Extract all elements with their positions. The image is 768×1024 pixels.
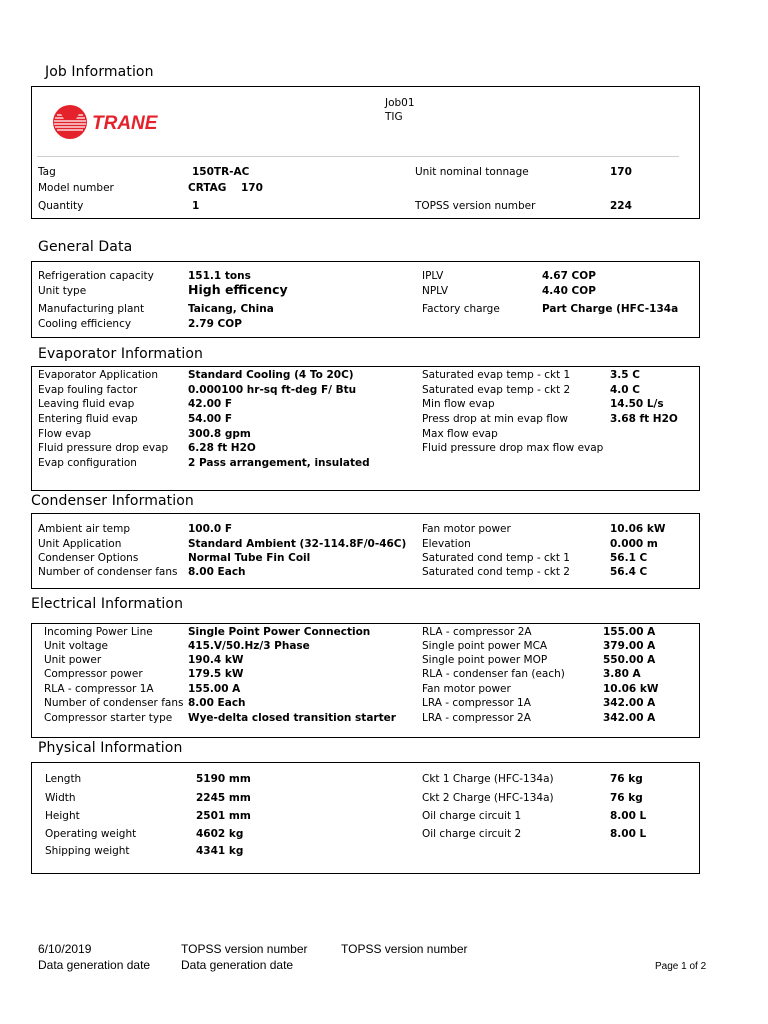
phys-left-value: 5190 mm xyxy=(196,773,251,785)
general-left-value: High efficency xyxy=(188,282,288,297)
phys-left-label: Operating weight xyxy=(45,828,137,840)
general-right-value: Part Charge (HFC-134a xyxy=(542,303,679,315)
elec-left-label: Compressor starter type xyxy=(44,712,173,724)
evap-left-value: 54.00 F xyxy=(188,413,233,425)
trane-logo-icon xyxy=(52,104,176,140)
cond-left-label: Number of condenser fans xyxy=(38,566,178,578)
footer-topss-label-2: TOPSS version number xyxy=(341,942,468,956)
footer-date-label-2: Data generation date xyxy=(181,958,294,972)
phys-left-label: Width xyxy=(45,792,76,804)
elec-right-value: 3.80 A xyxy=(603,668,641,680)
evap-left-value: Standard Cooling (4 To 20C) xyxy=(188,369,354,381)
general-left-value: Taicang, China xyxy=(188,303,274,315)
evap-right-label: Saturated evap temp - ckt 1 xyxy=(422,369,571,381)
elec-right-label: Single point power MCA xyxy=(422,640,548,652)
elec-left-label: Compressor power xyxy=(44,668,143,680)
phys-right-label: Oil charge circuit 2 xyxy=(422,828,522,840)
tonnage-label: Unit nominal tonnage xyxy=(415,166,529,178)
evap-left-label: Evap fouling factor xyxy=(38,384,138,396)
phys-right-label: Oil charge circuit 1 xyxy=(422,810,522,822)
cond-left-value: Normal Tube Fin Coil xyxy=(188,552,311,564)
elec-right-value: 342.00 A xyxy=(603,697,656,709)
elec-left-value: 415.V/50.Hz/3 Phase xyxy=(188,640,310,652)
elec-left-label: Unit power xyxy=(44,654,102,666)
phys-left-value: 2245 mm xyxy=(196,792,251,804)
evap-left-value: 42.00 F xyxy=(188,398,233,410)
evap-left-label: Fluid pressure drop evap xyxy=(38,442,169,454)
general-left-value: 151.1 tons xyxy=(188,270,251,282)
elec-left-label: Number of condenser fans xyxy=(44,697,184,709)
phys-right-label: Ckt 1 Charge (HFC-134a) xyxy=(422,773,554,785)
elec-right-value: 379.00 A xyxy=(603,640,656,652)
evap-left-value: 2 Pass arrangement, insulated xyxy=(188,457,370,469)
evap-right-value: 3.5 C xyxy=(610,369,640,381)
cond-left-label: Condenser Options xyxy=(38,552,139,564)
evap-right-label: Max flow evap xyxy=(422,428,498,440)
model-value: CRTAG xyxy=(188,182,227,194)
phys-right-value: 8.00 L xyxy=(610,810,647,822)
evap-right-label: Fluid pressure drop max flow evap xyxy=(422,442,604,454)
job-divider xyxy=(37,156,679,157)
phys-right-value: 8.00 L xyxy=(610,828,647,840)
cond-right-value: 56.4 C xyxy=(610,566,648,578)
phys-right-label: Ckt 2 Charge (HFC-134a) xyxy=(422,792,554,804)
evap-right-value: 4.0 C xyxy=(610,384,640,396)
job-name: Job01 xyxy=(385,97,415,109)
general-left-label: Cooling efficiency xyxy=(38,318,132,330)
general-left-value: 2.79 COP xyxy=(188,318,242,330)
cond-right-label: Elevation xyxy=(422,538,471,550)
phys-right-value: 76 kg xyxy=(610,773,643,785)
phys-left-value: 4602 kg xyxy=(196,828,244,840)
model-label: Model number xyxy=(38,182,114,194)
elec-right-label: Single point power MOP xyxy=(422,654,548,666)
general-left-label: Manufacturing plant xyxy=(38,303,145,315)
phys-left-label: Height xyxy=(45,810,80,822)
elec-right-value: 342.00 A xyxy=(603,712,656,724)
elec-left-value: 179.5 kW xyxy=(188,668,244,680)
elec-right-label: LRA - compressor 2A xyxy=(422,712,531,724)
general-right-value: 4.40 COP xyxy=(542,285,596,297)
cond-right-label: Saturated cond temp - ckt 1 xyxy=(422,552,570,564)
elec-right-label: RLA - compressor 2A xyxy=(422,626,532,638)
evaporator-title: Evaporator Information xyxy=(38,346,203,362)
general-right-label: NPLV xyxy=(422,285,449,297)
footer-date-value: 6/10/2019 xyxy=(38,942,92,956)
elec-right-value: 550.00 A xyxy=(603,654,656,666)
evap-right-label: Saturated evap temp - ckt 2 xyxy=(422,384,571,396)
elec-right-label: LRA - compressor 1A xyxy=(422,697,531,709)
elec-left-value: 155.00 A xyxy=(188,683,241,695)
cond-left-value: 100.0 F xyxy=(188,523,233,535)
elec-left-value: 8.00 Each xyxy=(188,697,246,709)
trane-logo-text: TRANE xyxy=(92,113,158,134)
elec-left-label: Unit voltage xyxy=(44,640,108,652)
page-number: Page 1 of 2 xyxy=(655,961,707,972)
cond-right-value: 0.000 m xyxy=(610,538,658,550)
trane-logo xyxy=(52,104,176,140)
cond-left-label: Unit Application xyxy=(38,538,122,550)
cond-right-value: 10.06 kW xyxy=(610,523,666,535)
general-right-label: Factory charge xyxy=(422,303,500,315)
cond-right-label: Saturated cond temp - ckt 2 xyxy=(422,566,570,578)
condenser-title: Condenser Information xyxy=(31,493,194,509)
phys-left-label: Shipping weight xyxy=(45,845,130,857)
cond-left-label: Ambient air temp xyxy=(38,523,131,535)
phys-left-value: 4341 kg xyxy=(196,845,244,857)
elec-right-value: 155.00 A xyxy=(603,626,656,638)
cond-right-label: Fan motor power xyxy=(422,523,511,535)
elec-right-label: RLA - condenser fan (each) xyxy=(422,668,565,680)
evap-right-label: Min flow evap xyxy=(422,398,495,410)
general-data-title: General Data xyxy=(38,239,133,255)
cond-left-value: Standard Ambient (32-114.8F/0-46C) xyxy=(188,538,407,550)
evap-left-value: 300.8 gpm xyxy=(188,428,251,440)
tonnage-value: 170 xyxy=(610,166,632,178)
general-right-value: 4.67 COP xyxy=(542,270,596,282)
evap-left-label: Evaporator Application xyxy=(38,369,158,381)
evap-left-value: 6.28 ft H2O xyxy=(188,442,256,454)
general-left-label: Refrigeration capacity xyxy=(38,270,154,282)
physical-title: Physical Information xyxy=(38,740,183,756)
model-value-size: 170 xyxy=(241,182,263,194)
evap-left-label: Leaving fluid evap xyxy=(38,398,135,410)
elec-left-value: Wye-delta closed transition starter xyxy=(188,712,396,724)
phys-left-value: 2501 mm xyxy=(196,810,251,822)
evap-right-value: 14.50 L/s xyxy=(610,398,664,410)
quantity-value: 1 xyxy=(192,200,200,212)
topss-label: TOPSS version number xyxy=(415,200,536,212)
general-left-label: Unit type xyxy=(38,285,87,297)
physical-box xyxy=(31,762,700,874)
elec-left-value: 190.4 kW xyxy=(188,654,244,666)
quantity-label: Quantity xyxy=(38,200,84,212)
elec-right-label: Fan motor power xyxy=(422,683,511,695)
evap-left-label: Flow evap xyxy=(38,428,92,440)
cond-left-value: 8.00 Each xyxy=(188,566,246,578)
evap-left-value: 0.000100 hr-sq ft-deg F/ Btu xyxy=(188,384,357,396)
tag-label: Tag xyxy=(38,166,56,178)
electrical-title: Electrical Information xyxy=(31,596,184,612)
cond-right-value: 56.1 C xyxy=(610,552,648,564)
elec-left-value: Single Point Power Connection xyxy=(188,626,371,638)
evap-right-value: 3.68 ft H2O xyxy=(610,413,678,425)
evap-left-label: Entering fluid evap xyxy=(38,413,138,425)
footer-date-label: Data generation date xyxy=(38,958,151,972)
phys-right-value: 76 kg xyxy=(610,792,643,804)
tag-value: 150TR-AC xyxy=(192,166,250,178)
footer-topss-label: TOPSS version number xyxy=(181,942,308,956)
elec-right-value: 10.06 kW xyxy=(603,683,659,695)
evap-right-label: Press drop at min evap flow xyxy=(422,413,568,425)
elec-left-label: RLA - compressor 1A xyxy=(44,683,154,695)
topss-value: 224 xyxy=(610,200,632,212)
general-right-label: IPLV xyxy=(422,270,444,282)
evap-left-label: Evap configuration xyxy=(38,457,137,469)
elec-left-label: Incoming Power Line xyxy=(44,626,153,638)
job-information-title: Job Information xyxy=(45,64,154,80)
job-sub: TIG xyxy=(385,111,403,123)
phys-left-label: Length xyxy=(45,773,82,785)
